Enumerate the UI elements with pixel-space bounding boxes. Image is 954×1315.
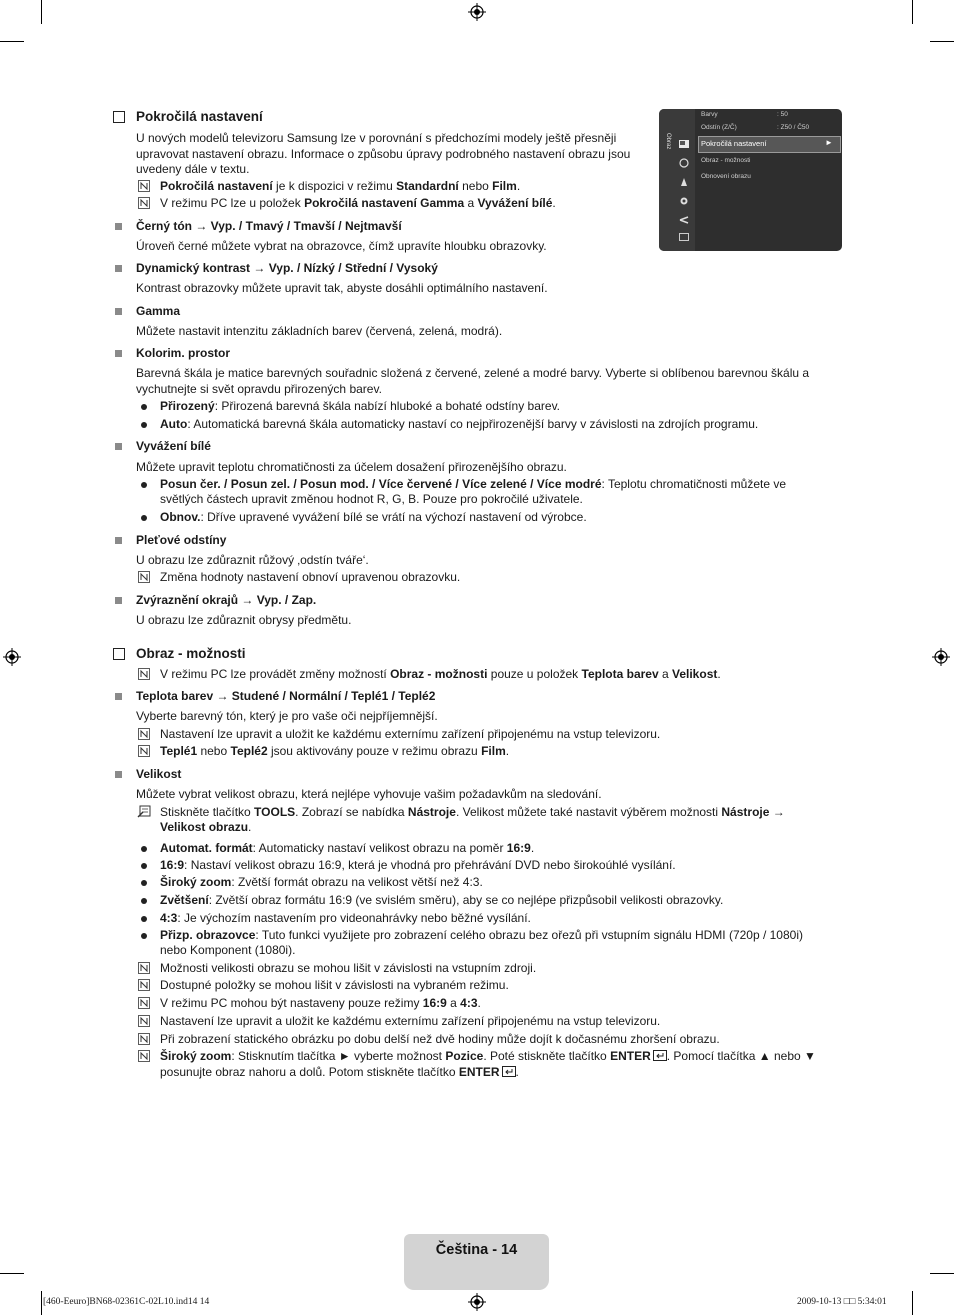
registration-mark-icon	[3, 648, 21, 666]
bullet-dot-icon	[141, 863, 147, 869]
square-bullet-icon	[115, 693, 122, 700]
bullet-text: Široký zoom: Zvětší formát obrazu na velikost větší než 4:3.	[160, 875, 483, 889]
note-icon	[138, 668, 150, 680]
item-title: Gamma	[136, 304, 181, 318]
osd-item: Obnovení obrazu	[701, 173, 751, 180]
bullet-dot-icon	[141, 933, 147, 939]
registration-mark-icon	[932, 648, 950, 666]
note-text: V režimu PC lze u položek Pokročilá nastavení Gamma a Vyvážení bílé.	[160, 196, 556, 210]
bullet-text: Obnov.: Dříve upravené vyvážení bílé se vrátí na výchozí nastavení od výrobce.	[160, 510, 587, 524]
item-desc: Vyberte barevný tón, který je pro vaše oči nejpříjemnější.	[136, 709, 438, 723]
osd-item-selected: Pokročilá nastavení	[701, 139, 767, 148]
note-icon	[138, 745, 150, 757]
bullet-text: Automat. formát: Automaticky nastaví velikost obrazu na poměr 16:9.	[160, 841, 535, 855]
item-title: Teplota barev → Studené / Normální / Teplé1 / Teplé2	[136, 689, 436, 703]
bullet-text: Auto: Automatická barevná škála automaticky nastaví co nejpřirozenější barvy v závislosti na zdrojích programu.	[160, 417, 759, 431]
square-bullet-icon	[115, 308, 122, 315]
note-text: Nastavení lze upravit a uložit ke každému externímu zařízení připojenému na vstup televizoru.	[160, 727, 661, 741]
osd-arrow-icon: ►	[825, 138, 833, 147]
application-icon	[679, 233, 689, 241]
bullet-dot-icon	[141, 846, 147, 852]
bullet-text: Přizp. obrazovce: Tuto funkci využijete pro zobrazení celého obrazu bez ořezů při vstupním signálu HDMI (720p / 1080i)	[160, 928, 803, 942]
item-desc: Kontrast obrazovky můžete upravit tak, abyste dosáhli optimálního nastavení.	[136, 281, 548, 295]
osd-item: Obraz - možnosti	[701, 157, 751, 164]
crop-mark	[0, 41, 24, 42]
square-bullet-icon	[115, 265, 122, 272]
bullet-dot-icon	[141, 916, 147, 922]
note-text: Pokročilá nastavení je k dispozici v režimu Standardní nebo Film.	[160, 179, 521, 193]
registration-mark-icon	[468, 3, 486, 21]
item-title: Velikost	[136, 767, 182, 781]
bullet-dot-icon	[141, 880, 147, 886]
note-text: Nastavení lze upravit a uložit ke každému externímu zařízení připojenému na vstup televizoru.	[160, 1014, 661, 1028]
item-desc: U obrazu lze zdůraznit obrysy předmětu.	[136, 613, 352, 627]
item-title: Zvýraznění okrajů → Vyp. / Zap.	[136, 593, 317, 607]
intro-line: uvedeny dále v textu.	[136, 162, 250, 176]
enter-icon	[653, 1050, 667, 1061]
osd-item-value: : Z50 / Č50	[777, 124, 810, 131]
note-text: Při zobrazení statického obrázku po dobu delší než dvě hodiny může dojít k dočasnému zhoršení obrazu.	[160, 1032, 720, 1046]
bullet-text: Posun čer. / Posun zel. / Posun mod. / Více červené / Více zelené / Více modré: Teplotu chromatičnosti můžete ve	[160, 477, 787, 491]
note-icon	[138, 1050, 150, 1062]
section-heading-picture-options: Obraz - možnosti	[136, 646, 246, 661]
bullet-dot-icon	[141, 898, 147, 904]
bullet-text: Přirozený: Přirozená barevná škála nabízí hluboké a bohaté odstíny barev.	[160, 399, 561, 413]
channel-icon	[679, 177, 689, 187]
note-icon	[138, 1033, 150, 1045]
square-bullet-icon	[115, 443, 122, 450]
note-text: V režimu PC lze provádět změny možností Obraz - možnosti pouze u položek Teplota barev a Velikost.	[160, 667, 721, 681]
intro-line: U nových modelů televizoru Samsung lze v porovnání s předchozími modely ještě přesněji	[136, 131, 617, 145]
registration-mark-icon	[468, 1293, 486, 1311]
crop-mark	[912, 0, 913, 24]
note-icon	[138, 571, 150, 583]
print-file-info: [460-Eeuro]BN68-02361C-02L10.ind14 14	[43, 1297, 210, 1307]
tools-text: Stiskněte tlačítko TOOLS. Zobrazí se nabídka Nástroje. Velikost můžete také nastavit výběrem možnosti Nástroje →	[160, 805, 785, 819]
note-icon	[138, 728, 150, 740]
bullet-dot-icon	[141, 515, 147, 521]
note-icon	[138, 1015, 150, 1027]
bullet-text: 16:9: Nastaví velikost obrazu 16:9, která je vhodná pro přehrávání DVD nebo širokoúhlé vysílání.	[160, 858, 676, 872]
note-text: posunujte obraz nahoru a dolů. Potom stiskněte tlačítko ENTER .	[160, 1065, 519, 1079]
osd-sidebar	[659, 109, 695, 251]
tools-icon	[137, 805, 151, 818]
picture-icon	[679, 140, 689, 148]
item-desc: U obrazu lze zdůraznit růžový ‚odstín tváře‘.	[136, 553, 369, 567]
section-heading-advanced: Pokročilá nastavení	[136, 109, 263, 124]
crop-mark	[41, 0, 42, 24]
item-title: Dynamický kontrast → Vyp. / Nízký / Střední / Vysoký	[136, 261, 438, 275]
note-icon	[138, 997, 150, 1009]
sound-icon	[679, 158, 689, 168]
note-text: Dostupné položky se mohou lišit v závislosti na vybraném režimu.	[160, 978, 509, 992]
tools-text: Velikost obrazu.	[160, 820, 252, 834]
bullet-text: nebo Komponent (1080i).	[160, 943, 296, 957]
checkbox-bullet-icon	[113, 111, 125, 123]
page-number: Čeština - 14	[435, 1242, 518, 1258]
bullet-dot-icon	[141, 422, 147, 428]
setup-gear-icon	[679, 196, 689, 206]
checkbox-bullet-icon	[113, 648, 125, 660]
crop-mark	[41, 1291, 42, 1315]
item-title: Černý tón → Vyp. / Tmavý / Tmavší / Nejtmavší	[136, 219, 402, 233]
crop-mark	[0, 1273, 24, 1274]
bullet-text: 4:3: Je výchozím nastavením pro videonahrávky nebo běžné vysílání.	[160, 911, 531, 925]
note-icon	[138, 197, 150, 209]
square-bullet-icon	[115, 771, 122, 778]
osd-item: Barvy	[701, 111, 718, 118]
note-icon	[138, 180, 150, 192]
item-title: Vyvážení bílé	[136, 439, 211, 453]
osd-item-value: : 50	[777, 111, 788, 118]
item-desc: Úroveň černé můžete vybrat na obrazovce, čímž upravíte hloubku obrazovky.	[136, 239, 547, 253]
note-icon	[138, 962, 150, 974]
tv-osd-menu	[659, 109, 842, 251]
square-bullet-icon	[115, 537, 122, 544]
bullet-dot-icon	[141, 404, 147, 410]
bullet-text: Zvětšení: Zvětší obraz formátu 16:9 (ve svislém směru), aby se co nejlépe přizpůsobil velikosti obrazovky.	[160, 893, 724, 907]
crop-mark	[912, 1291, 913, 1315]
enter-icon	[502, 1066, 516, 1077]
osd-item: Odstín (Z/Č)	[701, 124, 737, 131]
note-text: V režimu PC mohou být nastaveny pouze režimy 16:9 a 4:3.	[160, 996, 481, 1010]
item-desc: Můžete vybrat velikost obrazu, která nejlépe vyhovuje vašim požadavkům na sledování.	[136, 787, 602, 801]
print-timestamp: 2009-10-13 □□ 5:34:01	[797, 1297, 887, 1307]
bullet-text: světlých částech upravit změnou hodnot R, G, B. Pouze pro pokročilé uživatele.	[160, 492, 583, 506]
crop-mark	[930, 1273, 954, 1274]
item-desc: Můžete upravit teplotu chromatičnosti za účelem dosažení přirozenějšího obrazu.	[136, 460, 567, 474]
note-text: Možnosti velikosti obrazu se mohou lišit v závislosti na vstupním zdroji.	[160, 961, 537, 975]
osd-side-label: Obraz	[665, 133, 671, 150]
item-desc: vychutnejte si svět opravdu přirozených barev.	[136, 382, 382, 396]
square-bullet-icon	[115, 350, 122, 357]
note-text: Teplé1 nebo Teplé2 jsou aktivovány pouze v režimu obrazu Film.	[160, 744, 510, 758]
item-title: Pleťové odstíny	[136, 533, 227, 547]
square-bullet-icon	[115, 223, 122, 230]
bullet-dot-icon	[141, 482, 147, 488]
crop-mark	[930, 41, 954, 42]
square-bullet-icon	[115, 597, 122, 604]
input-icon	[679, 215, 689, 225]
item-title: Kolorim. prostor	[136, 346, 231, 360]
note-icon	[138, 979, 150, 991]
note-text: Změna hodnoty nastavení obnoví upravenou obrazovku.	[160, 570, 461, 584]
item-desc: Můžete nastavit intenzitu základních barev (červená, zelená, modrá).	[136, 324, 503, 338]
note-text: Široký zoom: Stisknutím tlačítka ► vyberte možnost Pozice. Poté stiskněte tlačítko ENTER . Pomocí tlačítka ▲ nebo ▼	[160, 1049, 816, 1063]
intro-line: upravovat nastavení obrazu. Informace o způsobu úpravy podrobného nastavení obrazu jsou	[136, 147, 631, 161]
item-desc: Barevná škála je matice barevných souřadnic složená z červené, zelené a modré barvy. Vyberte si oblíbenou barevnou škálu a	[136, 366, 810, 380]
